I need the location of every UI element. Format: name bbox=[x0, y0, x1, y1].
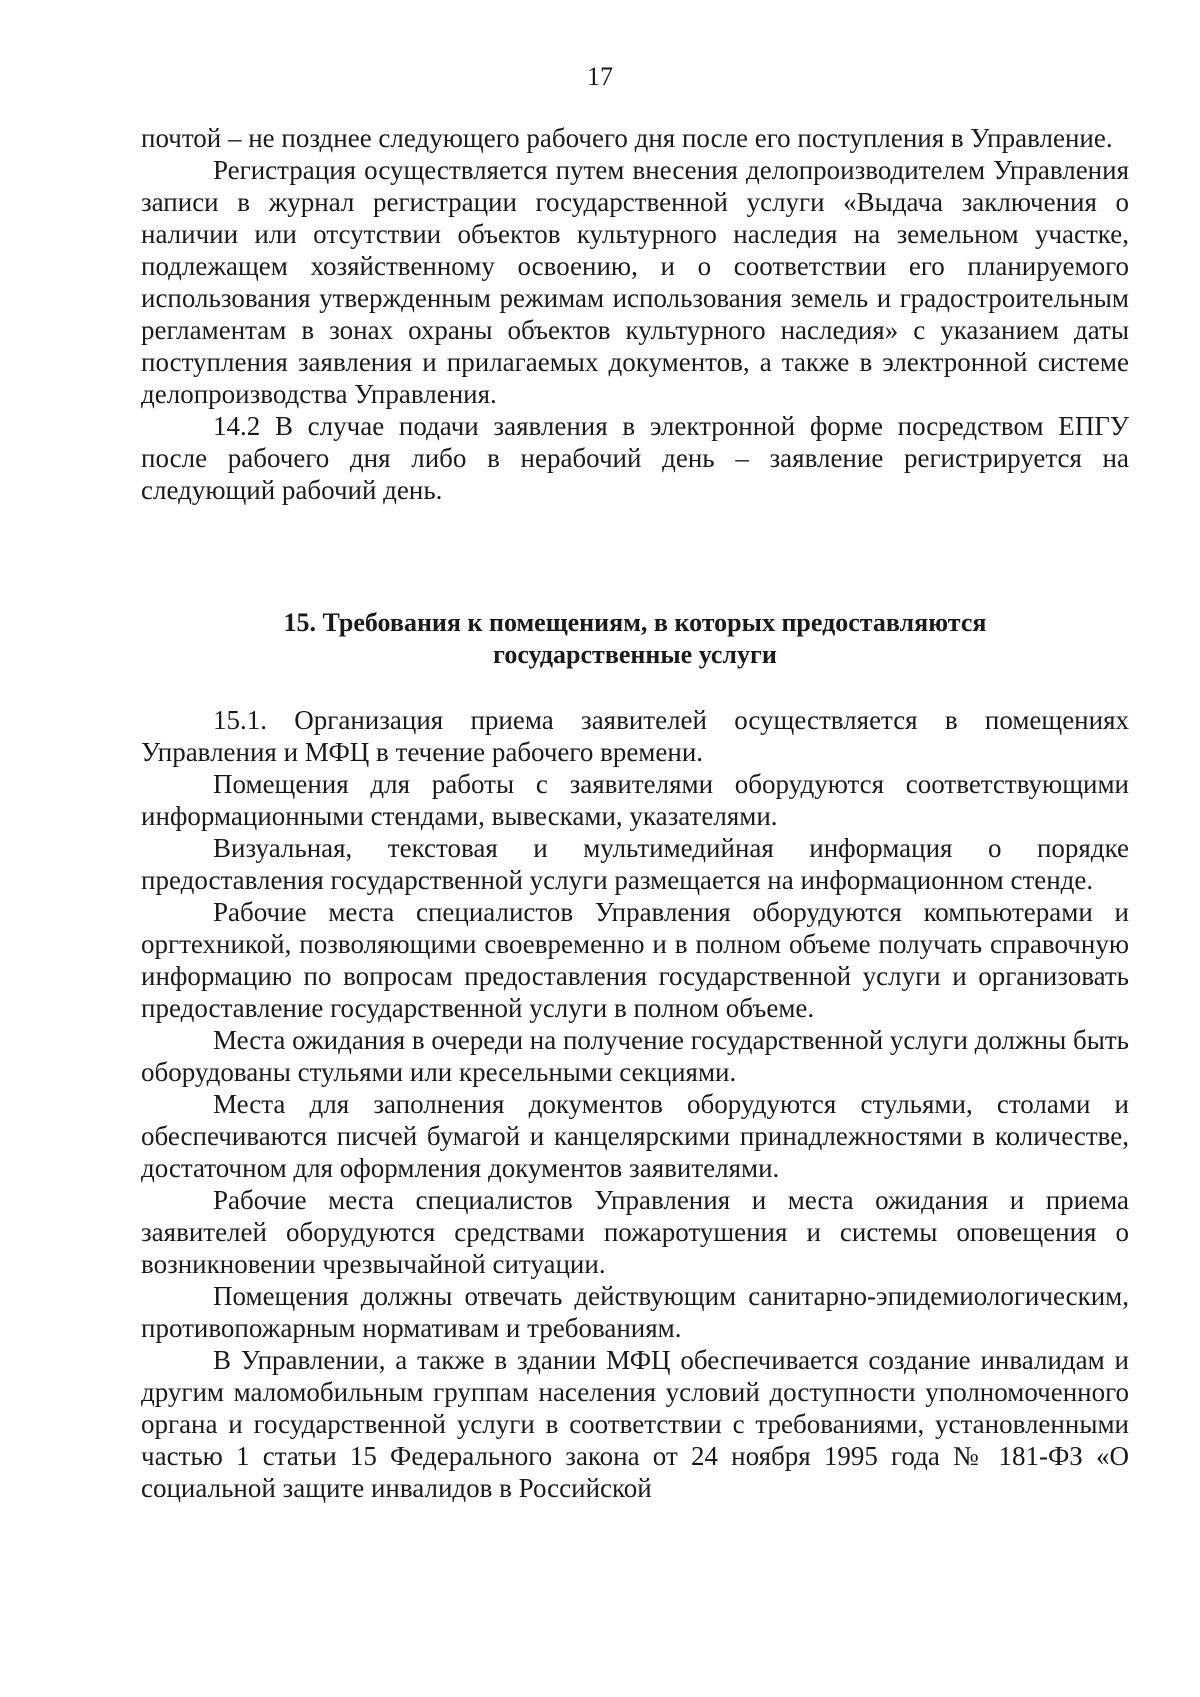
paragraph-info: Визуальная, текстовая и мультимедийная информация о порядке предоставления государственной услуги размещается на информационном стенде. bbox=[141, 833, 1129, 895]
paragraph-14-2: 14.2 В случае подачи заявления в электронной форме посредством ЕПГУ после рабочего дня либо в нерабочий день – заявление регистрируется на следующий рабочий день. bbox=[141, 411, 1129, 505]
paragraph-continuation: почтой – не позднее следующего рабочего дня после его поступления в Управление. bbox=[141, 123, 1113, 153]
paragraph-sanitary: Помещения должны отвечать действующим санитарно-эпидемиологическим, противопожарным нормативам и требованиям. bbox=[141, 1281, 1129, 1343]
paragraph-accessibility: В Управлении, а также в здании МФЦ обеспечивается создание инвалидам и другим маломобильным группам населения условий доступности уполномоченного органа и государственной услуги в соответствии с требованиями, установленными частью 1 статьи 15 Федерального закона от 24 ноября 1995 года № 181-ФЗ «О социальной защите инвалидов в Российской bbox=[141, 1345, 1129, 1503]
text-block-registration bbox=[141, 122, 1129, 506]
page-number: 17 bbox=[587, 62, 613, 91]
paragraph-waiting: Места ожидания в очереди на получение государственной услуги должны быть оборудованы стульями или кресельными секциями. bbox=[141, 1025, 1129, 1087]
paragraph-filling: Места для заполнения документов оборудуются стульями, столами и обеспечиваются писчей бумагой и канцелярскими принадлежностями в количестве, достаточном для оформления документов заявителями. bbox=[141, 1089, 1129, 1183]
paragraph-15-1: 15.1. Организация приема заявителей осуществляется в помещениях Управления и МФЦ в течение рабочего времени. bbox=[141, 705, 1129, 767]
paragraph-stands: Помещения для работы с заявителями оборудуются соответствующими информационными стендами, вывесками, указателями. bbox=[141, 769, 1129, 831]
paragraph-workplaces: Рабочие места специалистов Управления оборудуются компьютерами и оргтехникой, позволяющими своевременно и в полном объеме получать справочную информацию по вопросам предоставления государственной услуги и организовать предоставление государственной услуги в полном объеме. bbox=[141, 897, 1129, 1023]
section-heading-15: 15. Требования к помещениям, в которых предоставляются государственные услуги bbox=[283, 608, 987, 669]
paragraph-fire-safety: Рабочие места специалистов Управления и места ожидания и приема заявителей оборудуются средствами пожаротушения и системы оповещения о возникновении чрезвычайной ситуации. bbox=[141, 1185, 1129, 1279]
text-block-premises bbox=[141, 704, 1129, 1504]
paragraph-registration: Регистрация осуществляется путем внесения делопроизводителем Управления записи в журнал регистрации государственной услуги «Выдача заключения о наличии или отсутствии объектов культурного наследия на земельном участке, подлежащем хозяйственному освоению, и о соответствии его планируемого использования утвержденным режимам использования земель и градостроительным регламентам в зонах охраны объектов культурного наследия» с указанием даты поступления заявления и прилагаемых документов, а также в электронной системе делопроизводства Управления. bbox=[141, 155, 1129, 409]
